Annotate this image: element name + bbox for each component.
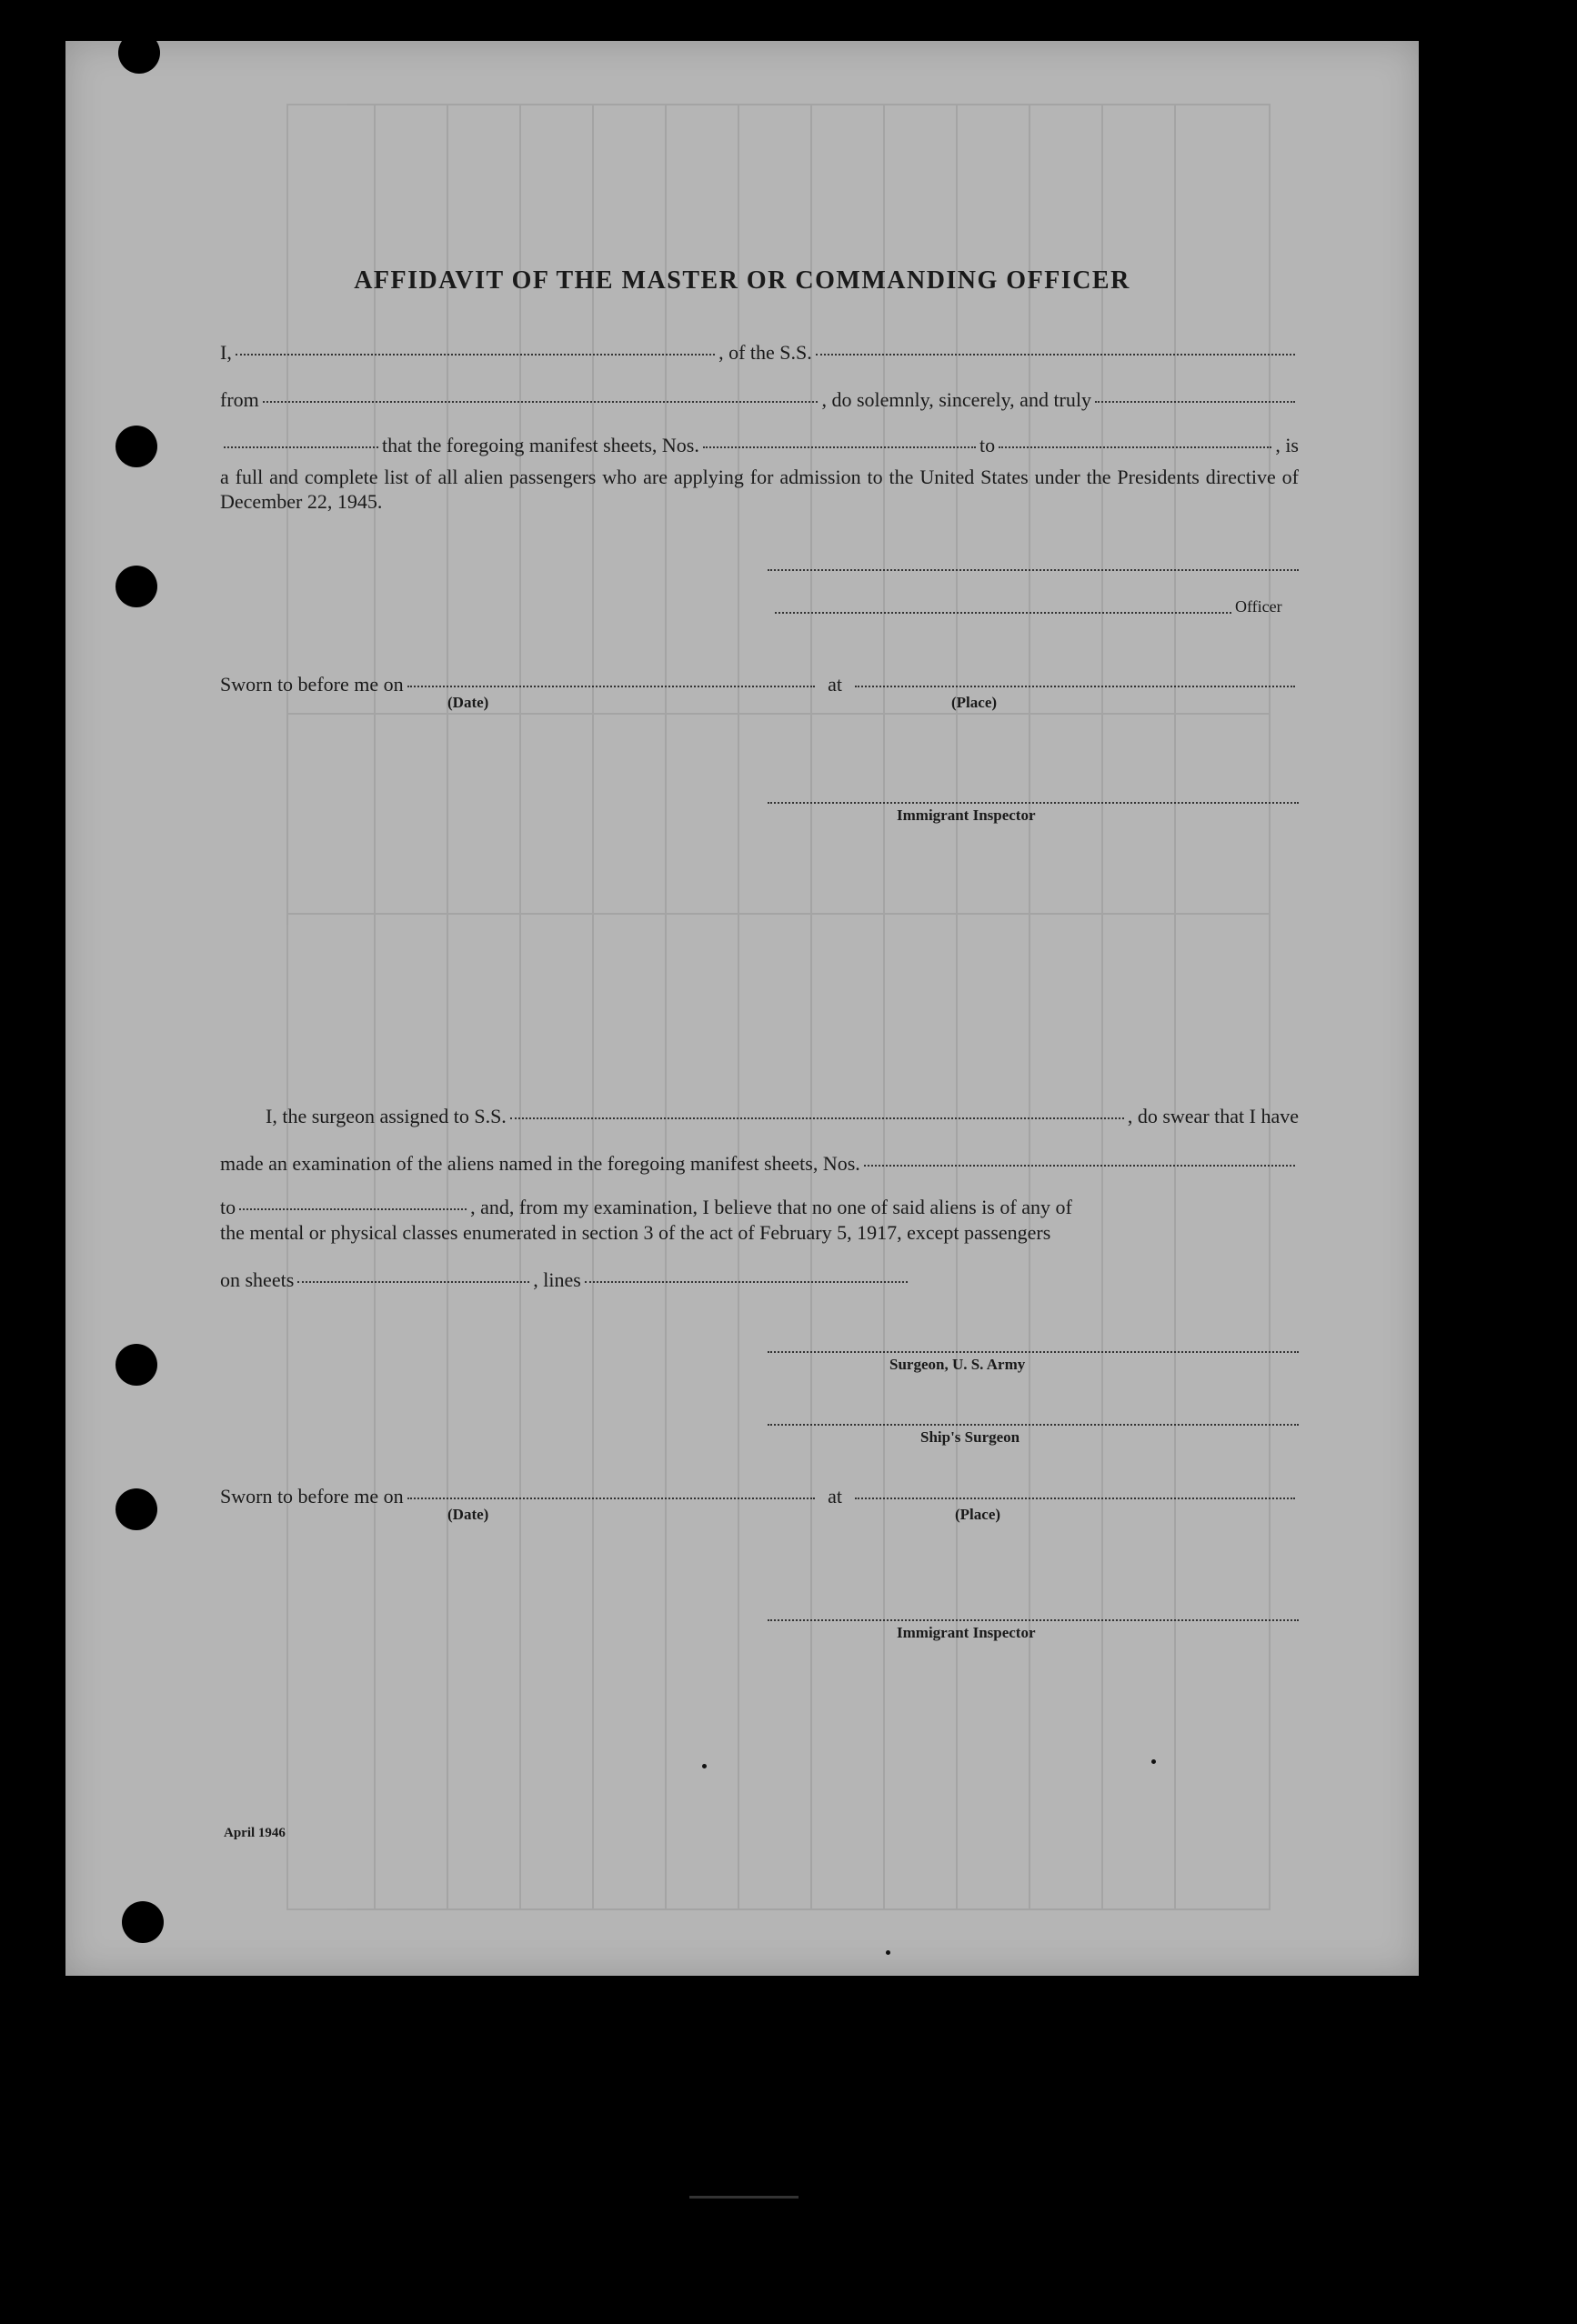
binder-hole <box>116 1488 157 1530</box>
master-line-3 <box>220 434 1299 457</box>
master-from-field[interactable] <box>263 400 819 403</box>
surgeon-date-caption: (Date) <box>447 1506 489 1523</box>
document-page <box>65 41 1419 1976</box>
master-inspector-signature-line[interactable] <box>768 801 1299 804</box>
surgeon-to-label: to <box>220 1196 236 1218</box>
binder-hole <box>122 1901 164 1943</box>
master-ship-field[interactable] <box>816 353 1295 356</box>
master-sworn-line <box>220 673 1299 696</box>
affidavit-title: AFFIDAVIT OF THE MASTER OR COMMANDING OFFICER <box>354 266 1130 295</box>
officer-label: Officer <box>1235 597 1282 616</box>
master-name-field[interactable] <box>236 353 715 356</box>
ship-surgeon-signature-line[interactable] <box>768 1423 1299 1426</box>
surgeon-classes-label: the mental or physical classes enumerated in section 3 of the act of February 5, 1917, except passengers <box>220 1221 1051 1244</box>
surgeon-line-4 <box>220 1221 1299 1245</box>
surgeon-intro-label: I, the surgeon assigned to S.S. <box>266 1105 507 1127</box>
master-at-label: at <box>828 673 842 696</box>
surgeon-ship-field[interactable] <box>510 1117 1124 1119</box>
army-surgeon-signature-line[interactable] <box>768 1350 1299 1353</box>
surgeon-sheets-field[interactable] <box>297 1280 529 1283</box>
master-statement-paragraph: a full and complete list of all alien passengers who are applying for admission to the United States under the Presidents directive of December 22, 1945. <box>220 466 1299 513</box>
surgeon-place-caption: (Place) <box>955 1506 1001 1523</box>
form-date-footer: April 1946 <box>224 1826 286 1840</box>
master-date-caption: (Date) <box>447 694 489 711</box>
master-oath-word-field[interactable] <box>224 446 378 448</box>
surgeon-line-2 <box>220 1152 1299 1176</box>
surgeon-examination-label: made an examination of the aliens named in the foregoing manifest sheets, Nos. <box>220 1152 860 1175</box>
binder-hole <box>116 426 157 467</box>
surgeon-sworn-place-field[interactable] <box>855 1497 1295 1499</box>
ink-speck <box>886 1950 890 1955</box>
master-sworn-date-field[interactable] <box>407 685 815 687</box>
ink-speck <box>702 1764 707 1768</box>
bleed-through-table <box>65 41 1419 1976</box>
surgeon-sworn-label: Sworn to before me on <box>220 1485 404 1508</box>
surgeon-sheet-to-field[interactable] <box>239 1207 467 1210</box>
scan-mark <box>689 2196 799 2199</box>
army-surgeon-label: Surgeon, U. S. Army <box>889 1356 1026 1373</box>
binder-hole <box>116 1344 157 1386</box>
master-sheets-label: that the foregoing manifest sheets, Nos. <box>382 434 699 456</box>
surgeon-inspector-signature-line[interactable] <box>768 1618 1299 1621</box>
master-oath-field[interactable] <box>1095 400 1295 403</box>
surgeon-belief-label: , and, from my examination, I believe that no one of said aliens is of any of <box>470 1196 1072 1218</box>
master-solemnly-label: , do solemnly, sincerely, and truly <box>821 388 1091 411</box>
surgeon-sworn-date-field[interactable] <box>407 1497 815 1499</box>
surgeon-sheets-label: on sheets <box>220 1268 295 1291</box>
master-to-label: to <box>979 434 996 456</box>
officer-signature-line[interactable] <box>775 611 1231 614</box>
master-ss-label: , of the S.S. <box>718 341 812 364</box>
master-signature-line[interactable] <box>768 568 1299 571</box>
surgeon-sworn-line <box>220 1485 1299 1508</box>
master-is-label: , is <box>1275 434 1299 456</box>
surgeon-lines-label: , lines <box>533 1268 581 1291</box>
surgeon-sheet-from-field[interactable] <box>864 1164 1295 1167</box>
master-line-2 <box>220 388 1299 412</box>
master-sworn-label: Sworn to before me on <box>220 673 404 696</box>
master-inspector-label: Immigrant Inspector <box>897 806 1036 824</box>
master-place-caption: (Place) <box>951 694 998 711</box>
binder-hole <box>116 566 157 607</box>
surgeon-lines-field[interactable] <box>585 1280 908 1283</box>
master-sheet-from-field[interactable] <box>703 446 976 448</box>
surgeon-inspector-label: Immigrant Inspector <box>897 1624 1036 1641</box>
surgeon-line-5 <box>220 1268 1299 1292</box>
master-sworn-place-field[interactable] <box>855 685 1295 687</box>
surgeon-line-1 <box>220 1105 1299 1128</box>
master-i-label: I, <box>220 341 232 364</box>
surgeon-at-label: at <box>828 1485 842 1508</box>
master-from-label: from <box>220 388 259 411</box>
master-line-1 <box>220 341 1299 365</box>
binder-hole <box>118 32 160 74</box>
master-sheet-to-field[interactable] <box>999 446 1271 448</box>
surgeon-line-3 <box>220 1196 1299 1219</box>
ink-speck <box>1151 1759 1156 1764</box>
ship-surgeon-label: Ship's Surgeon <box>920 1428 1020 1446</box>
surgeon-swear-label: , do swear that I have <box>1127 1105 1299 1127</box>
